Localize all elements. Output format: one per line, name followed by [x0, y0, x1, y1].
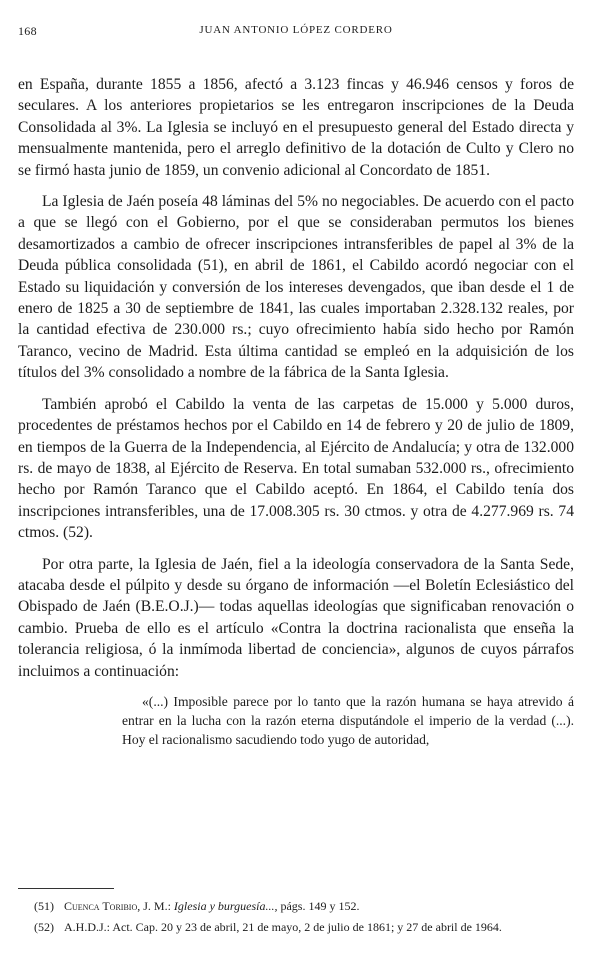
footnote-51 — [18, 898, 574, 915]
footnote-title: Iglesia y burguesía..., — [173, 899, 278, 913]
footnote-text: A.H.D.J.: Act. Cap. 20 y 23 de abril, 21 de mayo, 2 de julio de 1861; y 27 de abril de 1964. — [64, 920, 502, 934]
running-head: JUAN ANTONIO LÓPEZ CORDERO — [199, 24, 393, 36]
paragraph: También aprobó el Cabildo la venta de las carpetas de 15.000 y 5.000 duros, procedentes de préstamos hechos por el Cabildo en 14 de febrero y 20 de julio de 1809, en tiempos de la Guerra de la Independencia, al Ejército de Andalucía; y otra de 132.000 rs. de mayo de 1838, al Ejército de Reserva. En total sumaban 532.000 rs., ofrecimiento hecho por Ramón Taranco que el Cabildo aceptó. En 1864, el Cabildo tenía dos inscripciones intransferibles, una de 17.008.305 rs. 30 ctmos. y otra de 4.277.969 rs. 74 ctmos. (52). — [18, 395, 574, 542]
body-text — [18, 74, 574, 749]
footnote-mark: (52) — [34, 920, 54, 934]
footnote-pages: págs. 149 y 152. — [280, 899, 360, 913]
paragraph: Por otra parte, la Iglesia de Jaén, fiel a la ideología conservadora de la Santa Sede, atacaba desde el púlpito y desde su órgano de información —el Boletín Eclesiástico del Obispado de Jaén (B.E.O.J.)— todas aquellas ideologías que significaban renovación o cambio. Prueba de ello es el artículo «Contra la doctrina racionalista que enseña la tolerancia religiosa, ó la inmímoda libertad de conciencia», algunos de cuyos párrafos incluimos a continuación: — [18, 555, 574, 680]
paragraph: en España, durante 1855 a 1856, afectó a 3.123 fincas y 46.946 censos y foros de seculares. A los anteriores propietarios se les entregaron inscripciones de la Deuda Consolidada al 3%. La Iglesia se incluyó en el presupuesto general del Estado directa y mensualmente mantenida, pero el arreglo definitivo de la dotación de Culto y Clero no se firmó hasta junio de 1859, un convenio adicional al Concordato de 1851. — [18, 76, 574, 179]
block-quote: «(...) Imposible parece por lo tanto que la razón humana se haya atrevido á entrar en la lucha con la razón eterna disputándole el imperio de la verdad (...). Hoy el racionalismo sacudiendo todo yugo de autoridad, — [122, 693, 574, 747]
footnote-divider — [18, 888, 114, 889]
footnote-author: Cuenca Toribio, J. M.: — [64, 899, 171, 913]
footnote-52 — [18, 919, 574, 936]
paragraph: La Iglesia de Jaén poseía 48 láminas del 5% no negociables. De acuerdo con el pacto a que se llegó con el Gobierno, por el que se consideraban permutos los bienes desamortizados a cambio de ofrecer inscripciones intransferibles de papel al 3% de la Deuda pública consolidada (51), en abril de 1861, el Cabildo acordó negociar con el Estado su liquidación y conversión de los intereses devengados, que iban desde el 1 de enero de 1825 a 30 de septiembre de 1841, las cuales importaban 2.328.132 reales, por la cantidad efectiva de 230.000 rs.; cuyo ofrecimiento había sido hecho por Ramón Taranco, vecino de Madrid. Esta última cantidad se empleó en la adquisición de los títulos del 3% consolidado a nombre de la fábrica de la Santa Iglesia. — [18, 193, 574, 382]
footnote-mark: (51) — [34, 899, 54, 913]
page-header — [18, 24, 574, 40]
footnotes — [18, 898, 574, 940]
page-number: 168 — [18, 24, 37, 38]
